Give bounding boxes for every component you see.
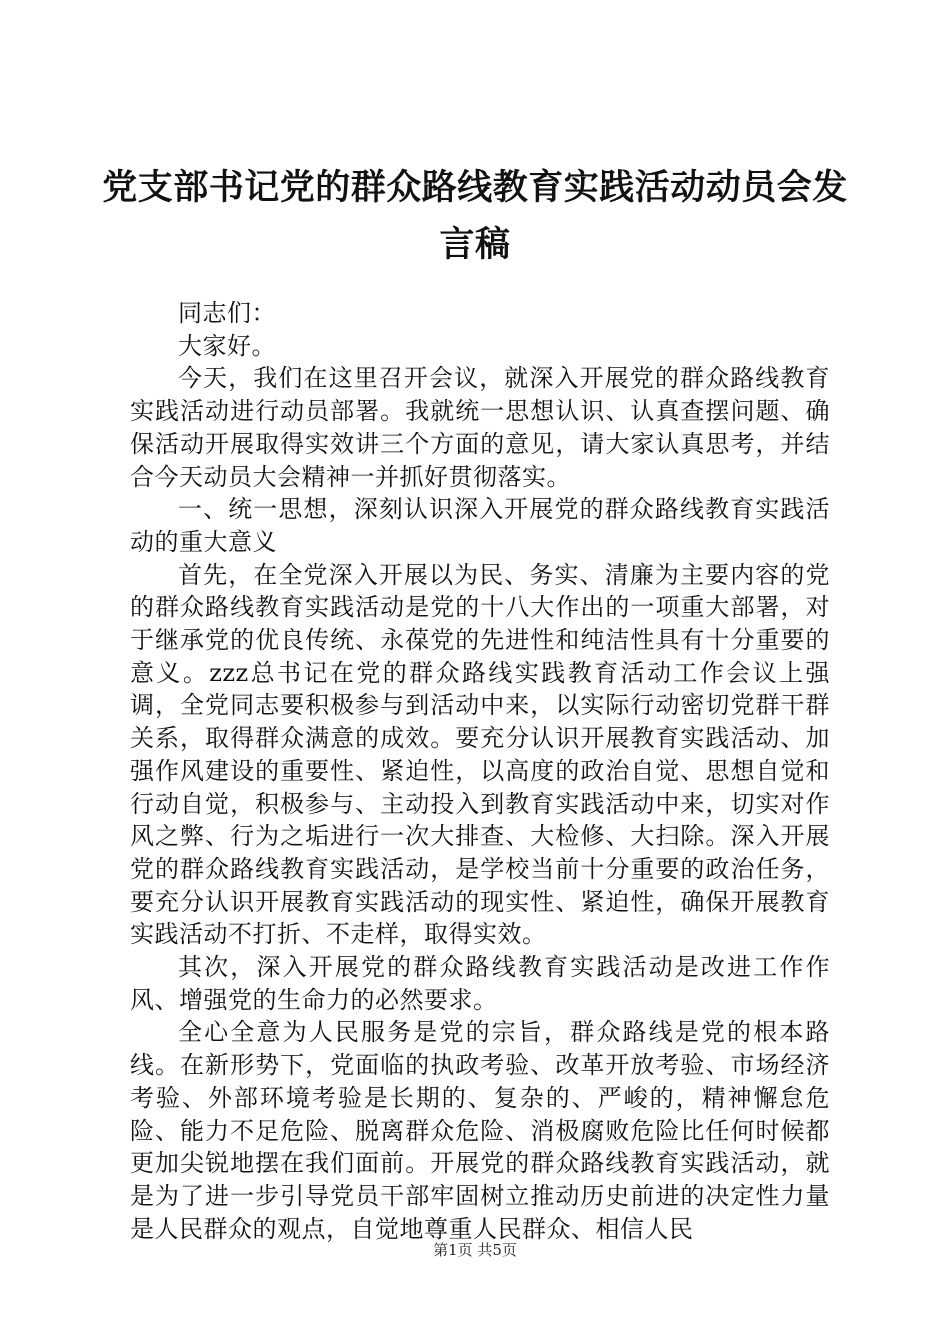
paragraph-second: 其次，深入开展党的群众路线教育实践活动是改进工作作风、增强党的生命力的必然要求。: [130, 953, 830, 1014]
section-heading-1: 一、统一思想，深刻认识深入开展党的群众路线教育实践活动的重大意义: [130, 495, 830, 556]
page-footer: 第1页 共5页: [433, 1241, 517, 1259]
paragraph-first: 首先，在全党深入开展以为民、务实、清廉为主要内容的党的群众路线教育实践活动是党的十八大作出的一项重大部署，对于继承党的优良传统、永葆党的先进性和纯洁性具有十分重要的意义。zzz总书记在党的群众路线实践教育活动工作会议上强调，全党同志要积极参与到活动中来，以实际行动密切党群干群关系，取得群众满意的成效。要充分认识开展教育实践活动、加强作风建设的重要性、紧迫性，以高度的政治自觉、思想自觉和行动自觉，积极参与、主动投入到教育实践活动中来，切实对作风之弊、行为之垢进行一次大排查、大检修、大扫除。深入开展党的群众路线教育实践活动，是学校当前十分重要的政治任务，要充分认识开展教育实践活动的现实性、紧迫性，确保开展教育实践活动不打折、不走样，取得实效。: [130, 560, 830, 949]
paragraph-third: 全心全意为人民服务是党的宗旨，群众路线是党的根本路线。在新形势下，党面临的执政考验、改革开放考验、市场经济考验、外部环境考验是长期的、复杂的、严峻的，精神懈怠危险、能力不足危险、脱离群众危险、消极腐败危险比任何时候都更加尖锐地摆在我们面前。开展党的群众路线教育实践活动，就是为了进一步引导党员干部牢固树立推动历史前进的决定性力量是人民群众的观点，自觉地尊重人民群众、相信人民: [130, 1018, 830, 1243]
greeting: 大家好。: [178, 331, 276, 360]
document-title: 党支部书记党的群众路线教育实践活动动员会发言稿: [102, 168, 848, 265]
document-body: [130, 297, 830, 1245]
paragraph-intro: 今天，我们在这里召开会议，就深入开展党的群众路线教育实践活动进行动员部署。我就统一思想认识、认真查摆问题、确保活动开展取得实效讲三个方面的意见，请大家认真思考，并结合今天动员大会精神一并抓好贯彻落实。: [130, 364, 830, 491]
salutation: 同志们：: [178, 299, 276, 327]
